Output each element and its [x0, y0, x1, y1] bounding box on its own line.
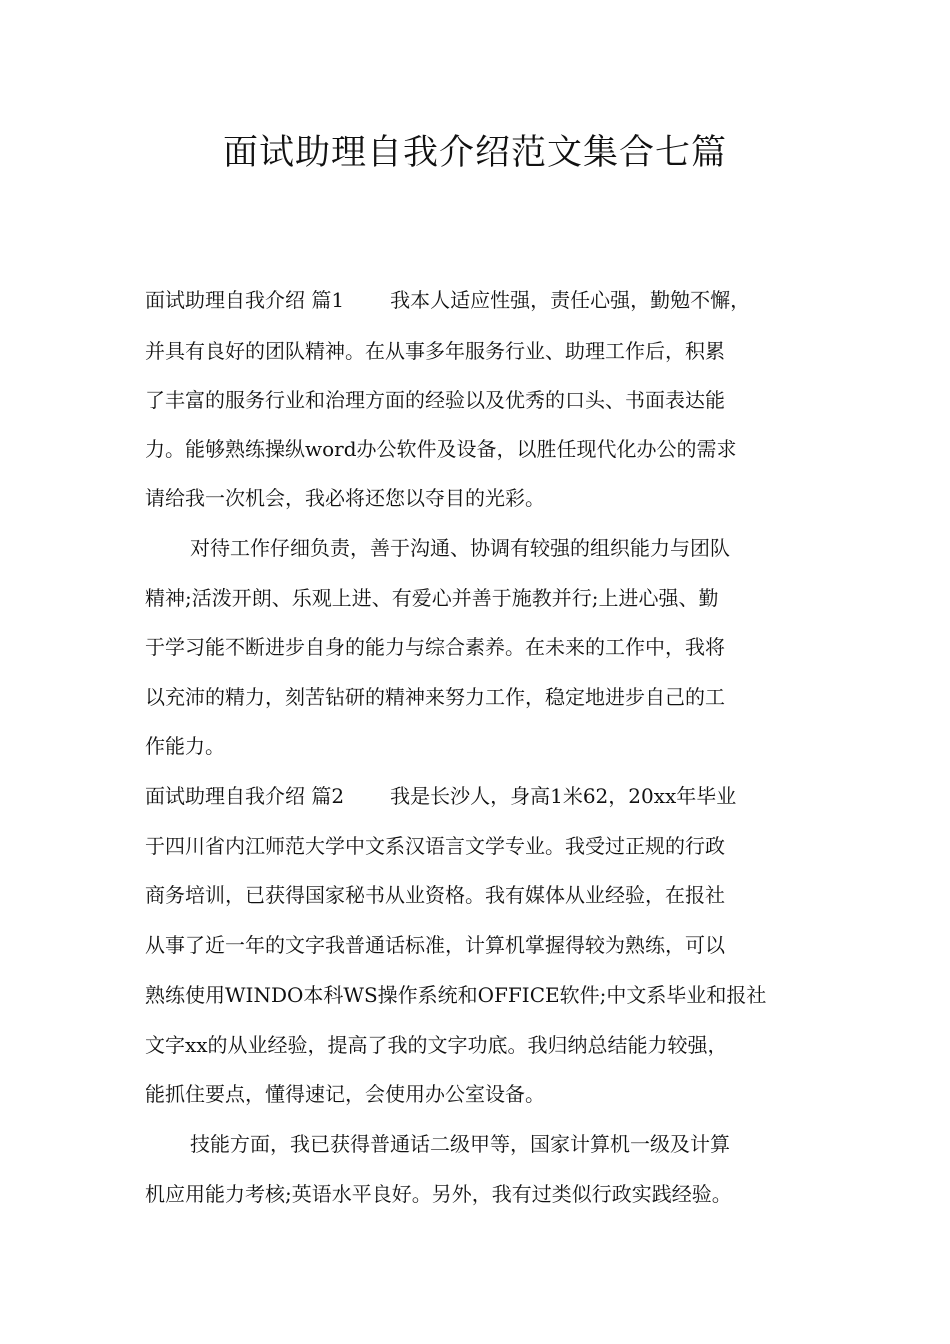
text-line: 能抓住要点，懂得速记，会使用办公室设备。 — [145, 1082, 545, 1106]
section-2-first-line — [145, 781, 736, 811]
text-line: 并具有良好的团队精神。在从事多年服务行业、助理工作后，积累 — [145, 339, 725, 363]
paragraph-text: 我本人适应性强，责任心强，勤勉不懈， — [390, 288, 751, 312]
text-line: 作能力。 — [145, 734, 225, 758]
text-line: 从事了近一年的文字我普通话标准，计算机掌握得较为熟练，可以 — [145, 933, 725, 957]
text-line: 力。能够熟练操纵word办公软件及设备，以胜任现代化办公的需求 — [145, 437, 737, 461]
text-line: 以充沛的精力，刻苦钻研的精神来努力工作，稳定地进步自己的工 — [145, 685, 725, 709]
text-line: 技能方面，我已获得普通话二级甲等，国家计算机一级及计算 — [190, 1132, 730, 1156]
text-line: 请给我一次机会，我必将还您以夺目的光彩。 — [145, 486, 545, 510]
text-line: 于学习能不断进步自身的能力与综合素养。在未来的工作中，我将 — [145, 635, 725, 659]
text-line: 对待工作仔细负责，善于沟通、协调有较强的组织能力与团队 — [190, 536, 730, 560]
text-line: 熟练使用WINDO本科WS操作系统和OFFICE软件;中文系毕业和报社 — [145, 983, 767, 1007]
section-heading: 面试助理自我介绍 篇2 — [145, 784, 345, 808]
text-line: 商务培训，已获得国家秘书从业资格。我有媒体从业经验，在报社 — [145, 883, 725, 907]
text-line: 文字xx的从业经验，提高了我的文字功底。我归纳总结能力较强， — [145, 1033, 728, 1057]
text-line: 精神;活泼开朗、乐观上进、有爱心并善于施教并行;上进心强、勤 — [145, 586, 719, 610]
section-heading: 面试助理自我介绍 篇1 — [145, 288, 345, 312]
paragraph-text: 我是长沙人，身高1米62，20xx年毕业 — [390, 784, 737, 808]
document-title: 面试助理自我介绍范文集合七篇 — [222, 133, 727, 173]
section-1-first-line — [145, 285, 750, 315]
text-line: 机应用能力考核;英语水平良好。另外，我有过类似行政实践经验。 — [145, 1182, 732, 1206]
text-line: 了丰富的服务行业和治理方面的经验以及优秀的口头、书面表达能 — [145, 388, 725, 412]
text-line: 于四川省内江师范大学中文系汉语言文学专业。我受过正规的行政 — [145, 834, 725, 858]
